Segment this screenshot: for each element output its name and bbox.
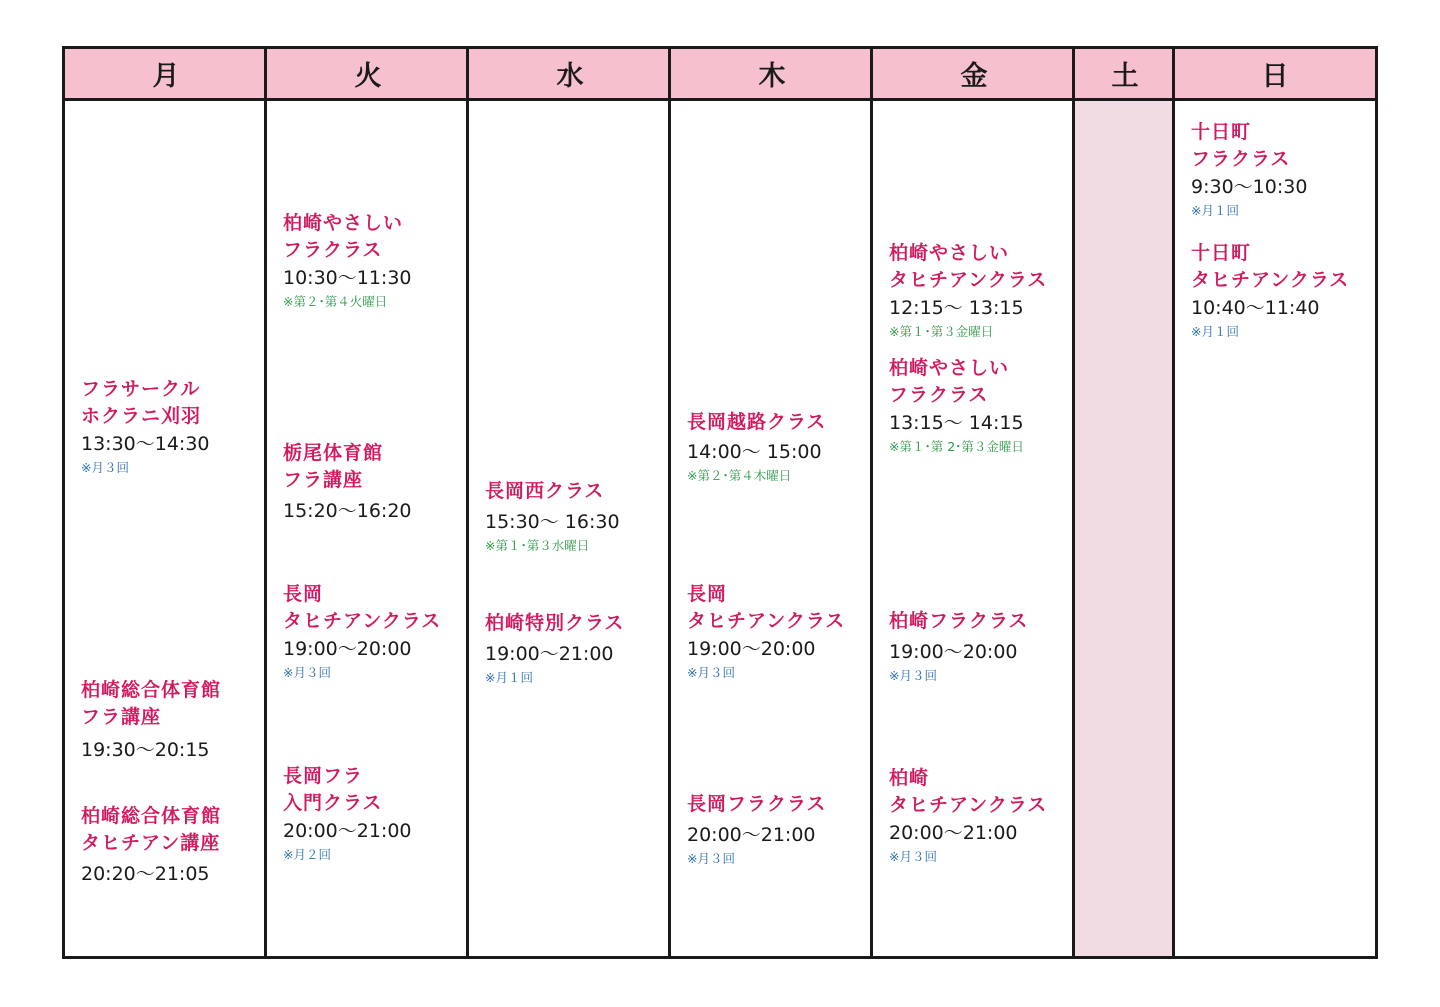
class-name: 長岡西クラス (485, 480, 605, 502)
class-time: 10:30〜11:30 (283, 267, 412, 289)
saturday-empty-cell (1075, 101, 1175, 956)
class-time: 20:00〜21:00 (283, 820, 412, 842)
day-column-saturday (1072, 49, 1175, 956)
day-column-wednesday (466, 49, 671, 956)
class-name: 柏崎総合体育館 フラ講座 (81, 679, 222, 728)
class-entry (889, 608, 1028, 685)
class-name: 十日町 フラクラス (1191, 121, 1291, 170)
class-entry (687, 791, 826, 868)
class-note: ※第１･第３水曜日 (485, 538, 590, 553)
class-entry (687, 409, 826, 485)
day-header: 木 (671, 49, 873, 101)
class-time: 15:30〜 16:30 (485, 511, 620, 533)
class-entry (283, 210, 412, 311)
day-header: 日 (1175, 49, 1375, 101)
class-entry (81, 803, 221, 887)
class-entry (81, 677, 221, 763)
day-header: 火 (267, 49, 469, 101)
class-note: ※月３回 (81, 460, 129, 475)
class-name: 長岡 タヒチアンクラス (283, 583, 442, 632)
day-header: 金 (873, 49, 1075, 101)
class-entry (889, 355, 1024, 456)
class-time: 14:00〜 15:00 (687, 441, 822, 463)
class-name: 十日町 タヒチアンクラス (1191, 242, 1350, 291)
class-time: 20:00〜21:00 (889, 822, 1018, 844)
class-name: 柏崎 タヒチアンクラス (889, 767, 1048, 816)
class-entry (283, 581, 441, 682)
class-time: 13:30〜14:30 (81, 433, 210, 455)
class-time: 19:00〜20:00 (283, 638, 412, 660)
day-header: 月 (65, 49, 267, 101)
class-name: 柏崎特別クラス (485, 612, 625, 634)
class-name: 長岡 タヒチアンクラス (687, 583, 846, 632)
class-note: ※月１回 (1191, 203, 1239, 218)
class-note: ※月３回 (687, 851, 735, 866)
class-entry (687, 581, 845, 682)
class-note: ※第２･第４火曜日 (283, 294, 388, 309)
class-note: ※月１回 (1191, 324, 1239, 339)
class-time: 19:00〜20:00 (889, 641, 1018, 663)
day-column-monday (65, 49, 267, 956)
class-note: ※月１回 (485, 670, 533, 685)
class-note: ※月３回 (889, 668, 937, 683)
day-column-thursday (668, 49, 873, 956)
class-entry (1191, 240, 1349, 341)
class-entry (485, 478, 620, 555)
class-name: フラサークル ホクラニ刈羽 (81, 378, 202, 427)
class-time: 13:15〜 14:15 (889, 412, 1024, 434)
class-name: 柏崎やさしい フラクラス (889, 357, 1010, 406)
class-time: 19:30〜20:15 (81, 739, 210, 761)
class-name: 長岡フラクラス (687, 793, 827, 815)
class-name: 柏崎フラクラス (889, 610, 1029, 632)
class-time: 9:30〜10:30 (1191, 176, 1308, 198)
class-time: 19:00〜20:00 (687, 638, 816, 660)
class-note: ※第２･第４木曜日 (687, 468, 792, 483)
day-header: 水 (469, 49, 671, 101)
class-name: 柏崎総合体育館 タヒチアン講座 (81, 805, 222, 854)
class-time: 20:20〜21:05 (81, 863, 210, 885)
class-entry (283, 763, 412, 864)
class-name: 長岡フラ 入門クラス (283, 765, 383, 814)
weekly-schedule-table (62, 46, 1378, 959)
day-header: 土 (1075, 49, 1175, 101)
class-name: 柏崎やさしい タヒチアンクラス (889, 242, 1048, 291)
day-column-tuesday (264, 49, 469, 956)
class-note: ※月２回 (283, 847, 331, 862)
class-note: ※月３回 (283, 665, 331, 680)
class-entry (283, 440, 412, 524)
day-column-friday (870, 49, 1075, 956)
class-note: ※月３回 (889, 849, 937, 864)
class-name: 長岡越路クラス (687, 411, 827, 433)
class-entry (81, 376, 210, 477)
class-time: 15:20〜16:20 (283, 500, 412, 522)
class-note: ※月３回 (687, 665, 735, 680)
day-column-sunday (1172, 49, 1375, 956)
class-time: 20:00〜21:00 (687, 824, 816, 846)
class-entry (485, 610, 624, 687)
class-name: 栃尾体育館 フラ講座 (283, 442, 384, 491)
class-name: 柏崎やさしい フラクラス (283, 212, 404, 261)
class-note: ※第１･第 2･第３金曜日 (889, 439, 1024, 454)
class-time: 10:40〜11:40 (1191, 297, 1320, 319)
class-entry (889, 240, 1047, 341)
class-time: 19:00〜21:00 (485, 643, 614, 665)
class-time: 12:15〜 13:15 (889, 297, 1024, 319)
class-note: ※第１･第３金曜日 (889, 324, 994, 339)
class-entry (1191, 119, 1307, 220)
class-entry (889, 765, 1047, 866)
